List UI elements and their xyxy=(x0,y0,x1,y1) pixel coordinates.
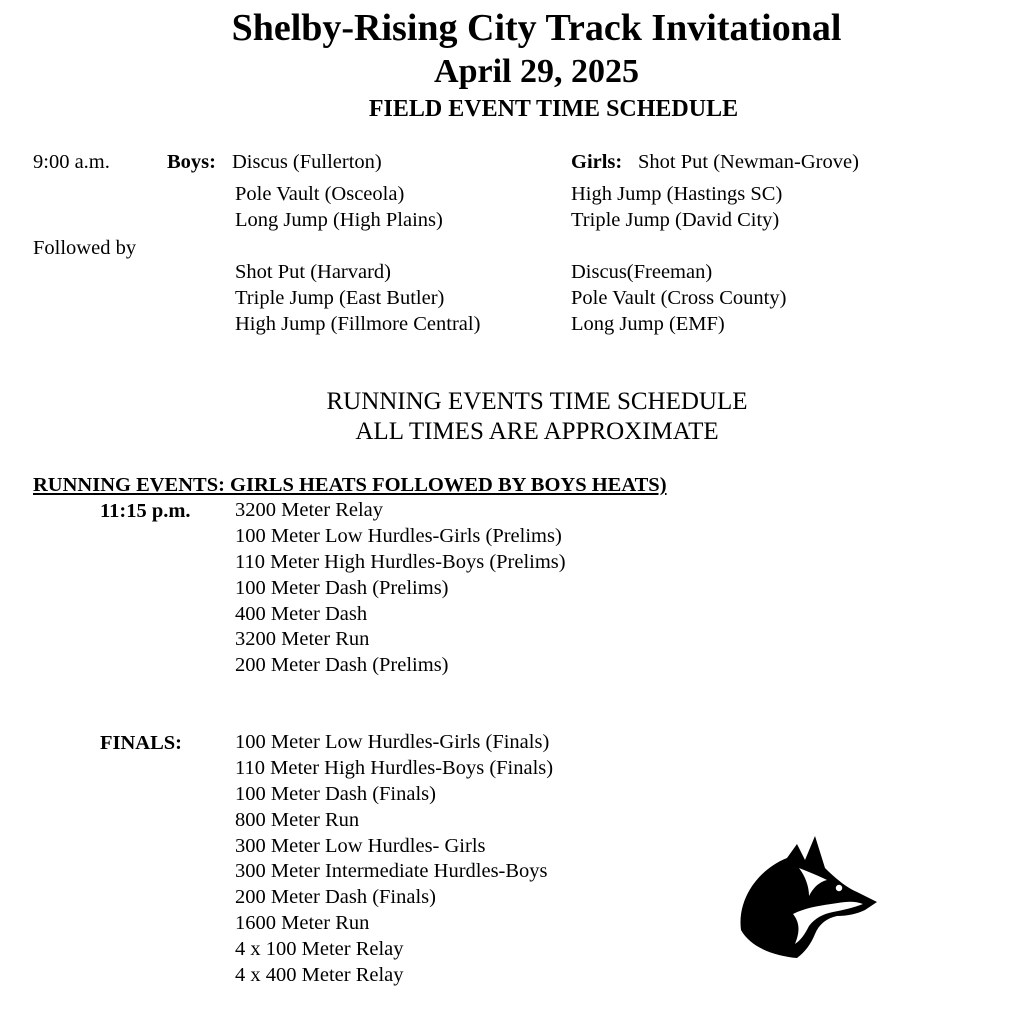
boys-field-group-1 xyxy=(235,182,443,234)
boys-first-event: Discus (Fullerton) xyxy=(232,151,382,173)
prelims-list xyxy=(235,498,566,679)
list-item: 200 Meter Dash (Prelims) xyxy=(235,654,449,677)
list-item: Shot Put (Harvard) xyxy=(235,261,392,283)
finals-label: FINALS: xyxy=(100,732,183,754)
event-date: April 29, 2025 xyxy=(434,53,639,90)
list-item: Triple Jump (East Butler) xyxy=(235,286,445,309)
followed-by-label: Followed by xyxy=(33,237,137,259)
list-item: Long Jump (EMF) xyxy=(571,312,725,335)
list-item: High Jump (Fillmore Central) xyxy=(235,312,481,335)
prelims-time: 11:15 p.m. xyxy=(100,500,191,522)
girls-first-event: Shot Put (Newman-Grove) xyxy=(638,151,859,173)
list-item: 100 Meter Low Hurdles-Girls (Finals) xyxy=(235,731,550,753)
list-item: Pole Vault (Osceola) xyxy=(235,183,405,205)
list-item: Long Jump (High Plains) xyxy=(235,208,443,231)
running-events-heading: RUNNING EVENTS: GIRLS HEATS FOLLOWED BY BOYS HEATS) xyxy=(33,474,667,496)
list-item: 300 Meter Low Hurdles- Girls xyxy=(235,834,486,857)
list-item: 800 Meter Run xyxy=(235,808,360,831)
list-item: Discus(Freeman) xyxy=(571,261,713,283)
boys-label: Boys: xyxy=(167,151,216,173)
field-schedule-heading: FIELD EVENT TIME SCHEDULE xyxy=(368,96,739,122)
list-item: 3200 Meter Relay xyxy=(235,499,384,521)
list-item: 3200 Meter Run xyxy=(235,628,370,651)
list-item: 400 Meter Dash xyxy=(235,602,368,625)
list-item: 4 x 100 Meter Relay xyxy=(235,938,404,961)
list-item: 100 Meter Dash (Finals) xyxy=(235,782,436,805)
girls-field-group-2 xyxy=(571,260,786,338)
list-item: 300 Meter Intermediate Hurdles-Boys xyxy=(235,860,548,883)
list-item: 100 Meter Dash (Prelims) xyxy=(235,576,449,599)
list-item: 4 x 400 Meter Relay xyxy=(235,964,404,987)
list-item: 100 Meter Low Hurdles-Girls (Prelims) xyxy=(235,524,562,547)
husky-logo-icon xyxy=(735,830,885,960)
finals-list xyxy=(235,730,553,989)
list-item: Triple Jump (David City) xyxy=(571,208,780,231)
list-item: Pole Vault (Cross County) xyxy=(571,286,787,309)
girls-field-group-1 xyxy=(571,182,782,234)
boys-field-group-2 xyxy=(235,260,480,338)
list-item: High Jump (Hastings SC) xyxy=(571,183,783,205)
running-schedule-title: RUNNING EVENTS TIME SCHEDULE xyxy=(326,388,748,415)
list-item: 1600 Meter Run xyxy=(235,912,370,935)
approximate-note: ALL TIMES ARE APPROXIMATE xyxy=(355,418,719,445)
list-item: 200 Meter Dash (Finals) xyxy=(235,886,436,909)
field-start-time: 9:00 a.m. xyxy=(33,151,110,173)
girls-label: Girls: xyxy=(571,151,623,173)
list-item: 110 Meter High Hurdles-Boys (Finals) xyxy=(235,756,554,779)
list-item: 110 Meter High Hurdles-Boys (Prelims) xyxy=(235,550,566,573)
page-title: Shelby-Rising City Track Invitational xyxy=(231,7,842,49)
